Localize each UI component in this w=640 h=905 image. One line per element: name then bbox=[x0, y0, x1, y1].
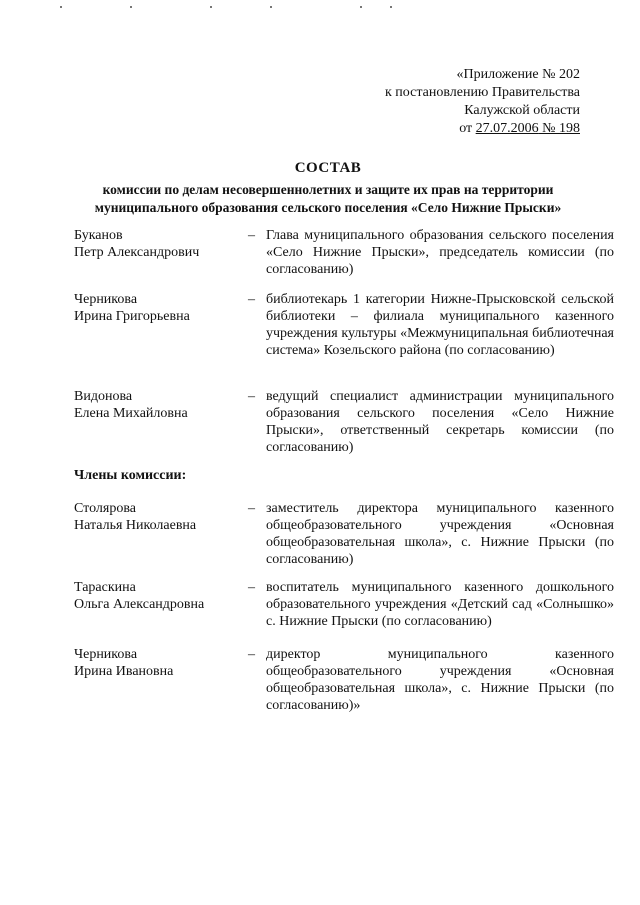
person-surname: Столярова bbox=[74, 501, 136, 516]
person-given-name: Ольга Александровна bbox=[74, 597, 205, 612]
members-heading: Члены комиссии: bbox=[74, 468, 187, 483]
annex-date: 27.07.2006 bbox=[475, 121, 539, 136]
dash-separator: – bbox=[248, 580, 255, 595]
document-title: СОСТАВ bbox=[294, 160, 362, 176]
person-surname: Тараскина bbox=[74, 580, 136, 595]
person-position: Глава муниципального образования сельского поселения «Село Нижние Прыски», председатель комиссии (по согласованию) bbox=[266, 228, 614, 277]
person-given-name: Петр Александрович bbox=[74, 245, 200, 260]
person-name bbox=[74, 579, 244, 613]
person-name bbox=[74, 500, 244, 534]
person-position: воспитатель муниципального казенного дошкольного образовательного учреждения «Детский сад «Солнышко» с. Нижние Прыски (по согласованию) bbox=[266, 580, 614, 629]
person-surname: Черникова bbox=[74, 292, 138, 307]
annex-line-3: Калужской области bbox=[464, 103, 580, 118]
document-subtitle-line-1: комиссии по делам несовершеннолетних и защите их прав на территории bbox=[102, 182, 554, 197]
person-name bbox=[74, 227, 244, 261]
person-name bbox=[74, 388, 244, 422]
dash-separator: – bbox=[248, 292, 255, 307]
dash-separator: – bbox=[248, 228, 255, 243]
person-surname: Видонова bbox=[74, 389, 133, 404]
annex-number: 198 bbox=[559, 121, 580, 136]
dash-separator: – bbox=[248, 647, 255, 662]
title-block bbox=[66, 160, 590, 217]
person-position: заместитель директора муниципального казенного общеобразовательного учреждения «Основная общеобразовательная школа», с. Нижние Прыски (по согласованию) bbox=[266, 501, 614, 567]
person-given-name: Ирина Григорьевна bbox=[74, 309, 190, 324]
person-name bbox=[74, 291, 244, 325]
annex-line-2: к постановлению Правительства bbox=[384, 85, 580, 100]
dash-separator: – bbox=[248, 389, 255, 404]
person-position: ведущий специалист администрации муниципального образования сельского поселения «Село Нижние Прыски», ответственный секретарь комиссии (по согласованию) bbox=[266, 389, 614, 455]
document-subtitle-line-2: муниципального образования сельского поселения «Село Нижние Прыски» bbox=[94, 200, 562, 215]
annex-number-sign: № bbox=[538, 121, 559, 136]
annex-line-4 bbox=[385, 120, 580, 138]
scan-artifacts bbox=[60, 6, 580, 10]
person-surname: Буканов bbox=[74, 228, 123, 243]
person-given-name: Елена Михайловна bbox=[74, 406, 188, 421]
annex-date-prefix: от bbox=[459, 121, 476, 136]
person-position: библиотекарь 1 категории Нижне-Прысковской сельской библиотеки – филиала муниципального казенного учреждения культуры «Межмуниципальная библиотечная система» Козельского района (по согласованию) bbox=[266, 292, 614, 358]
annex-line-1: «Приложение № 202 bbox=[456, 67, 580, 82]
person-name bbox=[74, 646, 244, 680]
person-surname: Черникова bbox=[74, 647, 138, 662]
person-given-name: Наталья Николаевна bbox=[74, 518, 197, 533]
annex-header bbox=[385, 66, 580, 138]
person-given-name: Ирина Ивановна bbox=[74, 664, 174, 679]
person-position: директор муниципального казенного общеобразовательного учреждения «Основная общеобразовательная школа», с. Нижние Прыски (по согласованию)» bbox=[266, 647, 614, 713]
dash-separator: – bbox=[248, 501, 255, 516]
